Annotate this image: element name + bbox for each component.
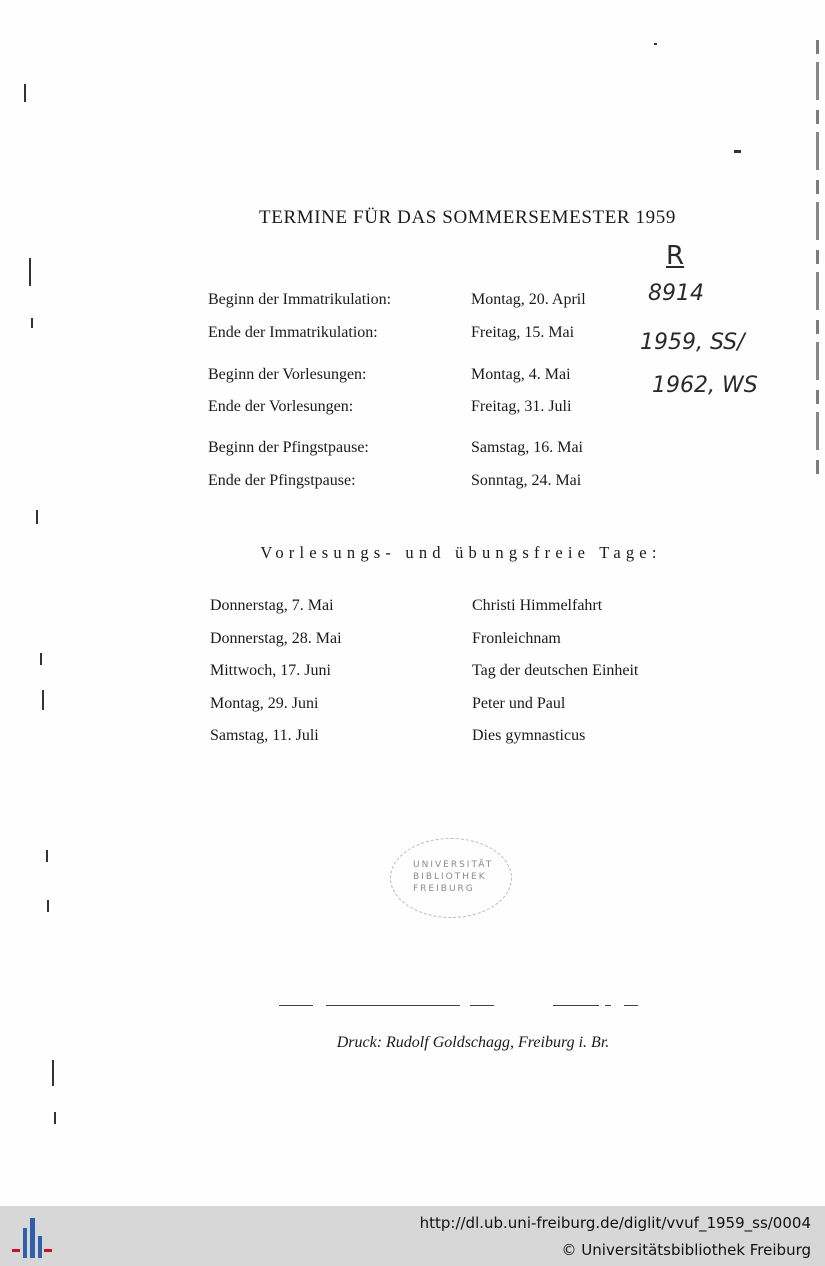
holiday-name: Peter und Paul xyxy=(472,695,566,712)
holiday-date: Donnerstag, 28. Mai xyxy=(210,630,342,647)
handwritten-note: 1959, SS/ xyxy=(640,330,745,355)
footer-bar xyxy=(0,1206,825,1266)
handwritten-note: 8914 xyxy=(648,281,704,306)
date-label: Beginn der Pfingstpause: xyxy=(208,439,369,456)
page-title: TERMINE FÜR DAS SOMMERSEMESTER 1959 xyxy=(259,207,676,228)
holiday-name: Fronleichnam xyxy=(472,630,561,647)
date-value: Sonntag, 24. Mai xyxy=(471,472,582,489)
ub-freiburg-logo-icon xyxy=(10,1216,54,1260)
date-value: Freitag, 31. Juli xyxy=(471,398,572,415)
date-label: Ende der Vorlesungen: xyxy=(208,398,354,415)
holiday-date: Montag, 29. Juni xyxy=(210,695,319,712)
handwritten-note: 1962, WS xyxy=(652,373,758,398)
printer-imprint: Druck: Rudolf Goldschagg, Freiburg i. Br. xyxy=(336,1034,610,1051)
date-value: Freitag, 15. Mai xyxy=(471,324,575,341)
holidays-heading: Vorlesungs- und übungsfreie Tage: xyxy=(260,543,662,562)
date-label: Beginn der Vorlesungen: xyxy=(208,366,367,383)
handwritten-note: R xyxy=(666,241,685,271)
stamp-icon: UNIVERSITÄT BIBLIOTHEK FREIBURG xyxy=(413,860,494,894)
date-value: Montag, 20. April xyxy=(471,291,586,308)
date-value: Montag, 4. Mai xyxy=(471,366,571,383)
copyright-notice: © Universitätsbibliothek Freiburg xyxy=(561,1241,811,1259)
holiday-date: Samstag, 11. Juli xyxy=(210,727,319,744)
holiday-date: Mittwoch, 17. Juni xyxy=(210,662,331,679)
holiday-date: Donnerstag, 7. Mai xyxy=(210,597,334,614)
source-url[interactable]: http://dl.ub.uni-freiburg.de/diglit/vvuf_1959_ss/0004 xyxy=(419,1214,811,1232)
date-label: Ende der Pfingstpause: xyxy=(208,472,356,489)
date-label: Ende der Immatrikulation: xyxy=(208,324,378,341)
holiday-name: Tag der deutschen Einheit xyxy=(472,662,639,679)
library-stamp xyxy=(390,838,512,918)
holiday-name: Christi Himmelfahrt xyxy=(472,597,603,614)
date-label: Beginn der Immatrikulation: xyxy=(208,291,392,308)
holiday-name: Dies gymnasticus xyxy=(472,727,586,744)
date-value: Samstag, 16. Mai xyxy=(471,439,583,456)
